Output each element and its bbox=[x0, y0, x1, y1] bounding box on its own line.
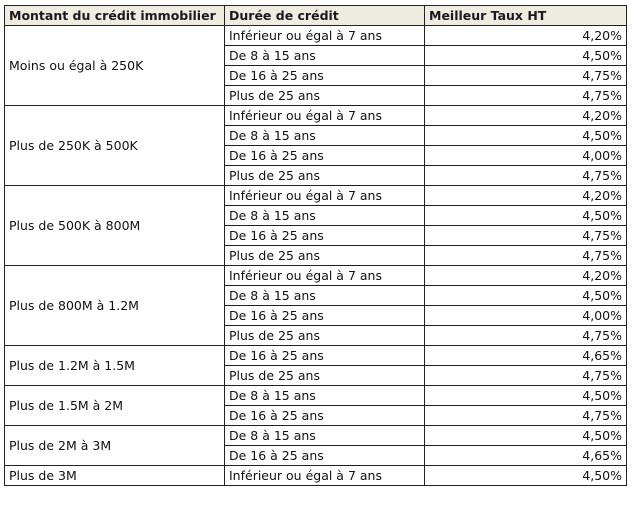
header-row bbox=[5, 6, 627, 26]
duration-cell: Inférieur ou égal à 7 ans bbox=[225, 266, 425, 286]
rate-cell: 4,75% bbox=[425, 366, 627, 386]
duration-cell: De 16 à 25 ans bbox=[225, 226, 425, 246]
duration-cell: De 16 à 25 ans bbox=[225, 406, 425, 426]
table-row bbox=[5, 346, 627, 366]
duration-cell: Plus de 25 ans bbox=[225, 86, 425, 106]
rate-cell: 4,50% bbox=[425, 386, 627, 406]
rate-cell: 4,20% bbox=[425, 26, 627, 46]
duration-cell: De 8 à 15 ans bbox=[225, 46, 425, 66]
duration-cell: De 8 à 15 ans bbox=[225, 286, 425, 306]
duration-cell: De 16 à 25 ans bbox=[225, 146, 425, 166]
table-row bbox=[5, 386, 627, 406]
rate-cell: 4,50% bbox=[425, 206, 627, 226]
rate-cell: 4,65% bbox=[425, 346, 627, 366]
rate-cell: 4,20% bbox=[425, 106, 627, 126]
duration-cell: Inférieur ou égal à 7 ans bbox=[225, 466, 425, 486]
rate-cell: 4,75% bbox=[425, 86, 627, 106]
table-body bbox=[5, 26, 627, 486]
duration-cell: Inférieur ou égal à 7 ans bbox=[225, 186, 425, 206]
duration-cell: De 8 à 15 ans bbox=[225, 386, 425, 406]
rate-cell: 4,65% bbox=[425, 446, 627, 466]
header-best-rate: Meilleur Taux HT bbox=[425, 6, 627, 26]
amount-cell: Plus de 500K à 800M bbox=[5, 186, 225, 266]
rate-cell: 4,20% bbox=[425, 186, 627, 206]
duration-cell: De 16 à 25 ans bbox=[225, 446, 425, 466]
table-row bbox=[5, 26, 627, 46]
rate-cell: 4,75% bbox=[425, 66, 627, 86]
rate-cell: 4,75% bbox=[425, 406, 627, 426]
rate-cell: 4,50% bbox=[425, 466, 627, 486]
rate-cell: 4,20% bbox=[425, 266, 627, 286]
amount-cell: Plus de 1.2M à 1.5M bbox=[5, 346, 225, 386]
rate-cell: 4,50% bbox=[425, 126, 627, 146]
duration-cell: De 16 à 25 ans bbox=[225, 66, 425, 86]
amount-cell: Plus de 800M à 1.2M bbox=[5, 266, 225, 346]
header-duration: Durée de crédit bbox=[225, 6, 425, 26]
table-row bbox=[5, 266, 627, 286]
amount-cell: Plus de 3M bbox=[5, 466, 225, 486]
duration-cell: De 8 à 15 ans bbox=[225, 206, 425, 226]
amount-cell: Plus de 1.5M à 2M bbox=[5, 386, 225, 426]
rate-cell: 4,50% bbox=[425, 286, 627, 306]
duration-cell: Plus de 25 ans bbox=[225, 326, 425, 346]
table-row bbox=[5, 426, 627, 446]
duration-cell: Inférieur ou égal à 7 ans bbox=[225, 106, 425, 126]
rate-cell: 4,75% bbox=[425, 166, 627, 186]
amount-cell: Moins ou égal à 250K bbox=[5, 26, 225, 106]
table-row bbox=[5, 106, 627, 126]
duration-cell: Plus de 25 ans bbox=[225, 246, 425, 266]
duration-cell: Plus de 25 ans bbox=[225, 366, 425, 386]
duration-cell: De 16 à 25 ans bbox=[225, 306, 425, 326]
table-row bbox=[5, 186, 627, 206]
amount-cell: Plus de 250K à 500K bbox=[5, 106, 225, 186]
rate-cell: 4,00% bbox=[425, 306, 627, 326]
rate-cell: 4,50% bbox=[425, 426, 627, 446]
rate-cell: 4,00% bbox=[425, 146, 627, 166]
duration-cell: De 8 à 15 ans bbox=[225, 126, 425, 146]
rate-cell: 4,50% bbox=[425, 46, 627, 66]
rates-table bbox=[4, 5, 627, 486]
table-header bbox=[5, 6, 627, 26]
duration-cell: Plus de 25 ans bbox=[225, 166, 425, 186]
duration-cell: Inférieur ou égal à 7 ans bbox=[225, 26, 425, 46]
table-row bbox=[5, 466, 627, 486]
rate-cell: 4,75% bbox=[425, 226, 627, 246]
rate-cell: 4,75% bbox=[425, 326, 627, 346]
amount-cell: Plus de 2M à 3M bbox=[5, 426, 225, 466]
header-amount: Montant du crédit immobilier bbox=[5, 6, 225, 26]
duration-cell: De 16 à 25 ans bbox=[225, 346, 425, 366]
duration-cell: De 8 à 15 ans bbox=[225, 426, 425, 446]
rate-cell: 4,75% bbox=[425, 246, 627, 266]
